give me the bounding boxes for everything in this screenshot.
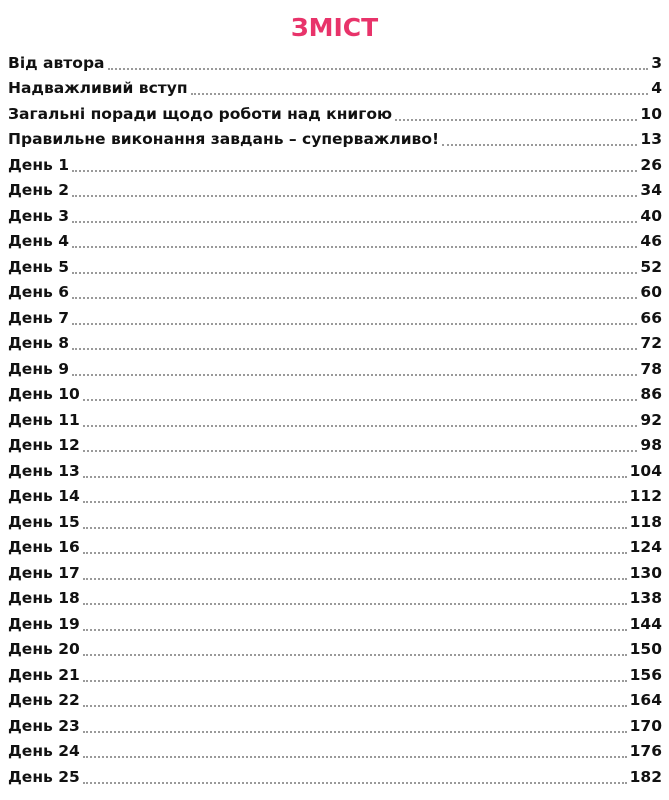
page-title: ЗМІСТ <box>290 13 379 42</box>
toc-entry[interactable] <box>8 201 662 227</box>
toc-entry-page-number: 60 <box>640 283 662 301</box>
toc-entry[interactable] <box>8 660 662 686</box>
toc-entry-label: День 6 <box>8 283 70 301</box>
table-of-contents <box>8 48 662 788</box>
dot-leader <box>72 221 637 223</box>
toc-entry[interactable] <box>8 431 662 457</box>
toc-entry[interactable] <box>8 635 662 661</box>
toc-entry[interactable] <box>8 380 662 406</box>
toc-entry-label: День 18 <box>8 589 80 607</box>
toc-entry-label: День 5 <box>8 257 70 276</box>
toc-entry-page-number: 176 <box>629 742 662 760</box>
toc-entry-page-number: 164 <box>629 691 662 709</box>
toc-entry-page-number: 144 <box>629 614 662 633</box>
toc-entry[interactable] <box>8 150 662 176</box>
toc-entry-label: День 13 <box>8 461 80 480</box>
toc-entry-page-number: 40 <box>640 206 662 225</box>
toc-entry-label: День 15 <box>8 512 80 531</box>
toc-entry-page-number: 170 <box>629 716 662 735</box>
toc-entry-label: День 10 <box>8 385 80 403</box>
toc-entry[interactable] <box>8 456 662 482</box>
dot-leader <box>83 680 627 682</box>
toc-entry[interactable] <box>8 482 662 508</box>
dot-leader <box>83 476 627 478</box>
toc-entry[interactable] <box>8 278 662 304</box>
toc-entry-page-number: 92 <box>640 410 662 429</box>
toc-entry-page-number: 124 <box>629 538 662 556</box>
toc-entry-page-number: 112 <box>629 487 662 505</box>
toc-entry-page-number: 150 <box>629 640 662 658</box>
toc-entry-page-number: 72 <box>640 334 662 352</box>
dot-leader <box>83 527 627 529</box>
dot-leader <box>442 144 637 146</box>
toc-entry-label: Загальні поради щодо роботи над книгою <box>8 104 393 123</box>
dot-leader <box>72 323 637 325</box>
dot-leader <box>83 756 627 758</box>
toc-entry-page-number: 46 <box>640 232 662 250</box>
toc-entry-page-number: 66 <box>640 308 662 327</box>
toc-entry-label: День 8 <box>8 334 70 352</box>
toc-entry[interactable] <box>8 125 662 151</box>
toc-entry[interactable] <box>8 329 662 355</box>
toc-entry-page-number: 86 <box>640 385 662 403</box>
toc-entry[interactable] <box>8 533 662 559</box>
dot-leader <box>72 297 637 299</box>
toc-entry[interactable] <box>8 252 662 278</box>
toc-entry-label: День 21 <box>8 665 80 684</box>
toc-entry-label: День 17 <box>8 563 80 582</box>
toc-entry-page-number: 98 <box>640 436 662 454</box>
dot-leader <box>83 731 627 733</box>
dot-leader <box>83 603 627 605</box>
toc-entry-label: День 24 <box>8 742 80 760</box>
toc-entry[interactable] <box>8 711 662 737</box>
toc-entry[interactable] <box>8 303 662 329</box>
toc-entry-label: День 16 <box>8 538 80 556</box>
dot-leader <box>83 552 627 554</box>
dot-leader <box>72 195 637 197</box>
toc-entry[interactable] <box>8 405 662 431</box>
toc-entry-page-number: 118 <box>629 512 662 531</box>
toc-entry-label: День 14 <box>8 487 80 505</box>
toc-entry-page-number: 26 <box>640 155 662 174</box>
toc-entry[interactable] <box>8 74 662 100</box>
toc-entry-page-number: 156 <box>629 665 662 684</box>
dot-leader <box>72 374 637 376</box>
dot-leader <box>72 170 637 172</box>
toc-entry[interactable] <box>8 507 662 533</box>
toc-entry[interactable] <box>8 584 662 610</box>
dot-leader <box>83 578 627 580</box>
toc-entry[interactable] <box>8 354 662 380</box>
dot-leader <box>72 348 637 350</box>
dot-leader <box>72 246 637 248</box>
toc-entry-label: День 20 <box>8 640 80 658</box>
dot-leader <box>83 782 627 784</box>
toc-entry-page-number: 52 <box>640 257 662 276</box>
toc-entry[interactable] <box>8 99 662 125</box>
dot-leader <box>191 93 649 95</box>
toc-entry-label: День 1 <box>8 155 70 174</box>
dot-leader <box>395 119 637 121</box>
dot-leader <box>83 450 638 452</box>
toc-entry[interactable] <box>8 227 662 253</box>
toc-entry-label: День 19 <box>8 614 80 633</box>
toc-entry-page-number: 3 <box>651 53 662 72</box>
dot-leader <box>83 705 627 707</box>
toc-entry[interactable] <box>8 737 662 763</box>
toc-entry-label: День 3 <box>8 206 70 225</box>
dot-leader <box>83 425 638 427</box>
toc-entry-label: День 11 <box>8 410 80 429</box>
toc-entry[interactable] <box>8 176 662 202</box>
dot-leader <box>72 272 637 274</box>
toc-entry-page-number: 13 <box>640 130 662 148</box>
dot-leader <box>83 654 627 656</box>
toc-entry[interactable] <box>8 558 662 584</box>
toc-entry-label: Правильне виконання завдань – суперважливо! <box>8 130 440 148</box>
toc-entry-page-number: 78 <box>640 359 662 378</box>
toc-entry[interactable] <box>8 609 662 635</box>
toc-entry[interactable] <box>8 48 662 74</box>
toc-entry-label: День 25 <box>8 767 80 786</box>
toc-entry-page-number: 34 <box>640 181 662 199</box>
dot-leader <box>83 501 627 503</box>
toc-entry-label: День 9 <box>8 359 70 378</box>
toc-entry-page-number: 10 <box>640 104 662 123</box>
toc-entry-label: День 7 <box>8 308 70 327</box>
toc-entry-label: День 22 <box>8 691 80 709</box>
toc-entry-label: День 12 <box>8 436 80 454</box>
toc-entry-page-number: 182 <box>629 767 662 786</box>
toc-entry[interactable] <box>8 686 662 712</box>
dot-leader <box>83 629 627 631</box>
toc-entry-page-number: 138 <box>629 589 662 607</box>
dot-leader <box>83 399 638 401</box>
toc-entry-page-number: 4 <box>651 79 662 97</box>
dot-leader <box>108 68 649 70</box>
toc-entry-label: Надважливий вступ <box>8 79 188 97</box>
toc-entry-label: День 2 <box>8 181 70 199</box>
toc-entry-page-number: 130 <box>629 563 662 582</box>
toc-entry[interactable] <box>8 762 662 788</box>
toc-entry-label: День 4 <box>8 232 70 250</box>
toc-entry-label: Від автора <box>8 53 105 72</box>
toc-entry-page-number: 104 <box>629 461 662 480</box>
toc-entry-label: День 23 <box>8 716 80 735</box>
